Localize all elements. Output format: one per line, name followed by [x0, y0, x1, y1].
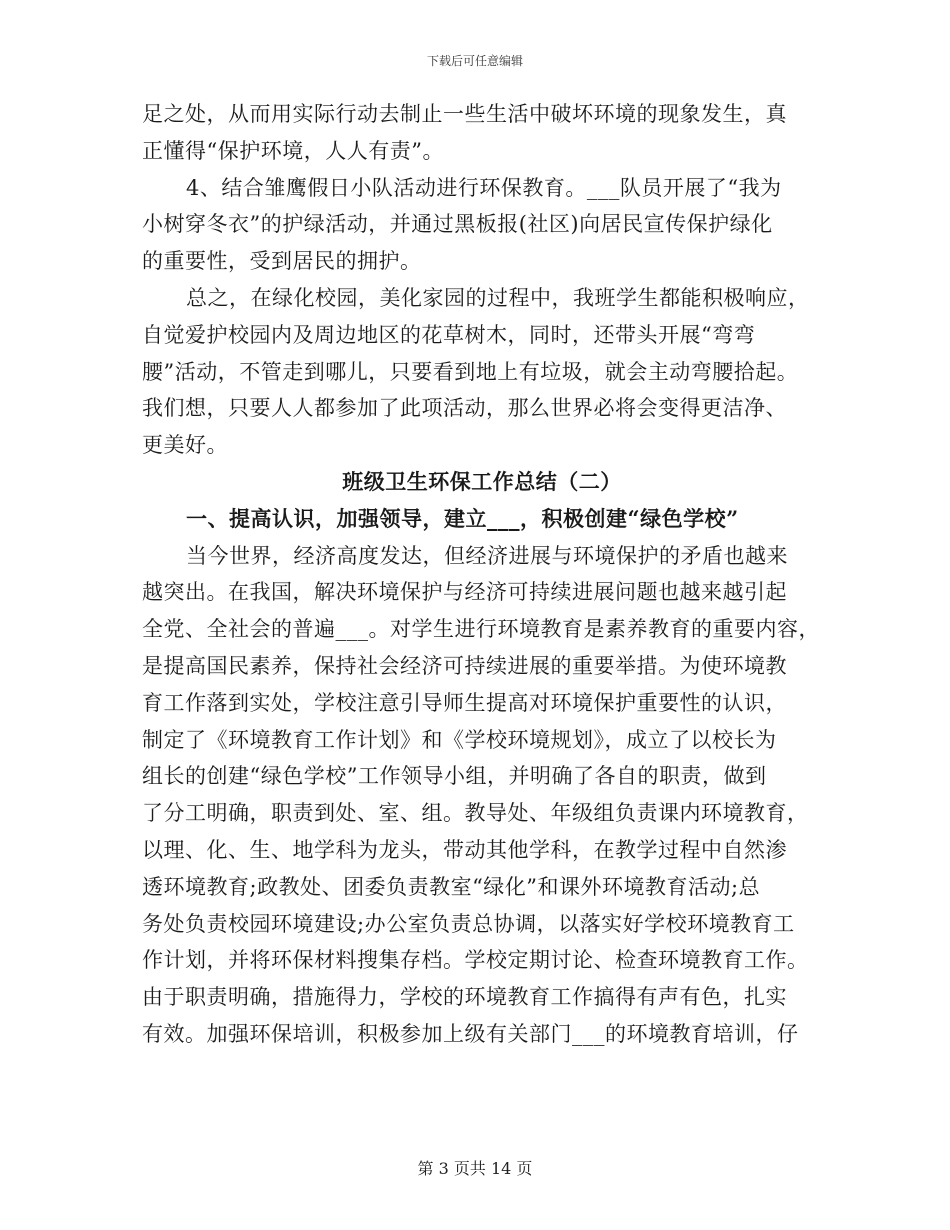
- body-line: 透环境教育;政教处、团委负责教室“绿化”和课外环境教育活动;总: [142, 874, 761, 899]
- page-header: 下载后可任意编辑: [426, 54, 523, 68]
- section-subtitle: 一、提高认识，加强领导，建立___，积极创建“绿色学校”: [186, 505, 739, 531]
- body-line: 的重要性，受到居民的拥护。: [142, 249, 422, 274]
- document-body: [142, 96, 822, 1053]
- body-line: 当今世界，经济高度发达，但经济进展与环境保护的矛盾也越来: [186, 543, 788, 568]
- body-line: 以理、化、生、地学科为龙头，带动其他学科，在教学过程中自然渗: [142, 837, 787, 862]
- body-line: 由于职责明确，措施得力，学校的环境教育工作搞得有声有色，扎实: [142, 985, 787, 1010]
- body-line: 总之，在绿化校园，美化家园的过程中，我班学生都能积极响应，: [186, 285, 810, 310]
- body-line: 自觉爱护校园内及周边地区的花草树木，同时，还带头开展“弯弯: [142, 322, 756, 347]
- body-line: 作计划，并将环保材料搜集存档。学校定期讨论、检查环境教育工作。: [142, 948, 809, 973]
- body-line: 组长的创建“绿色学校”工作领导小组，并明确了各自的职责，做到: [142, 764, 767, 789]
- body-line: 育工作落到实处，学校注意引导师生提高对环境保护重要性的认识，: [142, 690, 787, 715]
- body-line: 我们想，只要人人都参加了此项活动，那么世界必将会变得更洁净、: [142, 396, 787, 421]
- body-line: 小树穿冬衣”的护绿活动，并通过黑板报(社区)向居民宣传保护绿化: [142, 212, 773, 237]
- body-line: 4、结合雏鹰假日小队活动进行环保教育。___队员开展了“我为: [186, 175, 782, 200]
- page-footer: 第 3 页共 14 页: [417, 1159, 533, 1178]
- body-line: 更美好。: [142, 433, 228, 458]
- body-line: 正懂得“保护环境，人人有责”。: [142, 138, 444, 163]
- body-line: 越突出。在我国，解决环境保护与经济可持续进展问题也越来越引起: [142, 580, 787, 605]
- body-line: 腰”活动，不管走到哪儿，只要看到地上有垃圾，就会主动弯腰拾起。: [142, 359, 799, 384]
- body-line: 了分工明确，职责到处、室、组。教导处、年级组负责课内环境教育，: [142, 801, 809, 826]
- body-line: 有效。加强环保培训，积极参加上级有关部门___的环境教育培训，仔: [142, 1021, 799, 1046]
- body-line: 制定了《环境教育工作计划》和《学校环境规划》，成立了以校长为: [142, 727, 777, 752]
- body-line: 是提高国民素养，保持社会经济可持续进展的重要举措。为使环境教: [142, 653, 787, 678]
- body-line: 全党、全社会的普遍___。对学生进行环境教育是素养教育的重要内容，: [142, 617, 820, 642]
- body-line: 足之处，从而用实际行动去制止一些生活中破坏环境的现象发生，真: [142, 102, 787, 126]
- section-title: 班级卫生环保工作总结（二）: [342, 468, 622, 494]
- body-line: 务处负责校园环境建设;办公室负责总协调，以落实好学校环境教育工: [142, 911, 795, 936]
